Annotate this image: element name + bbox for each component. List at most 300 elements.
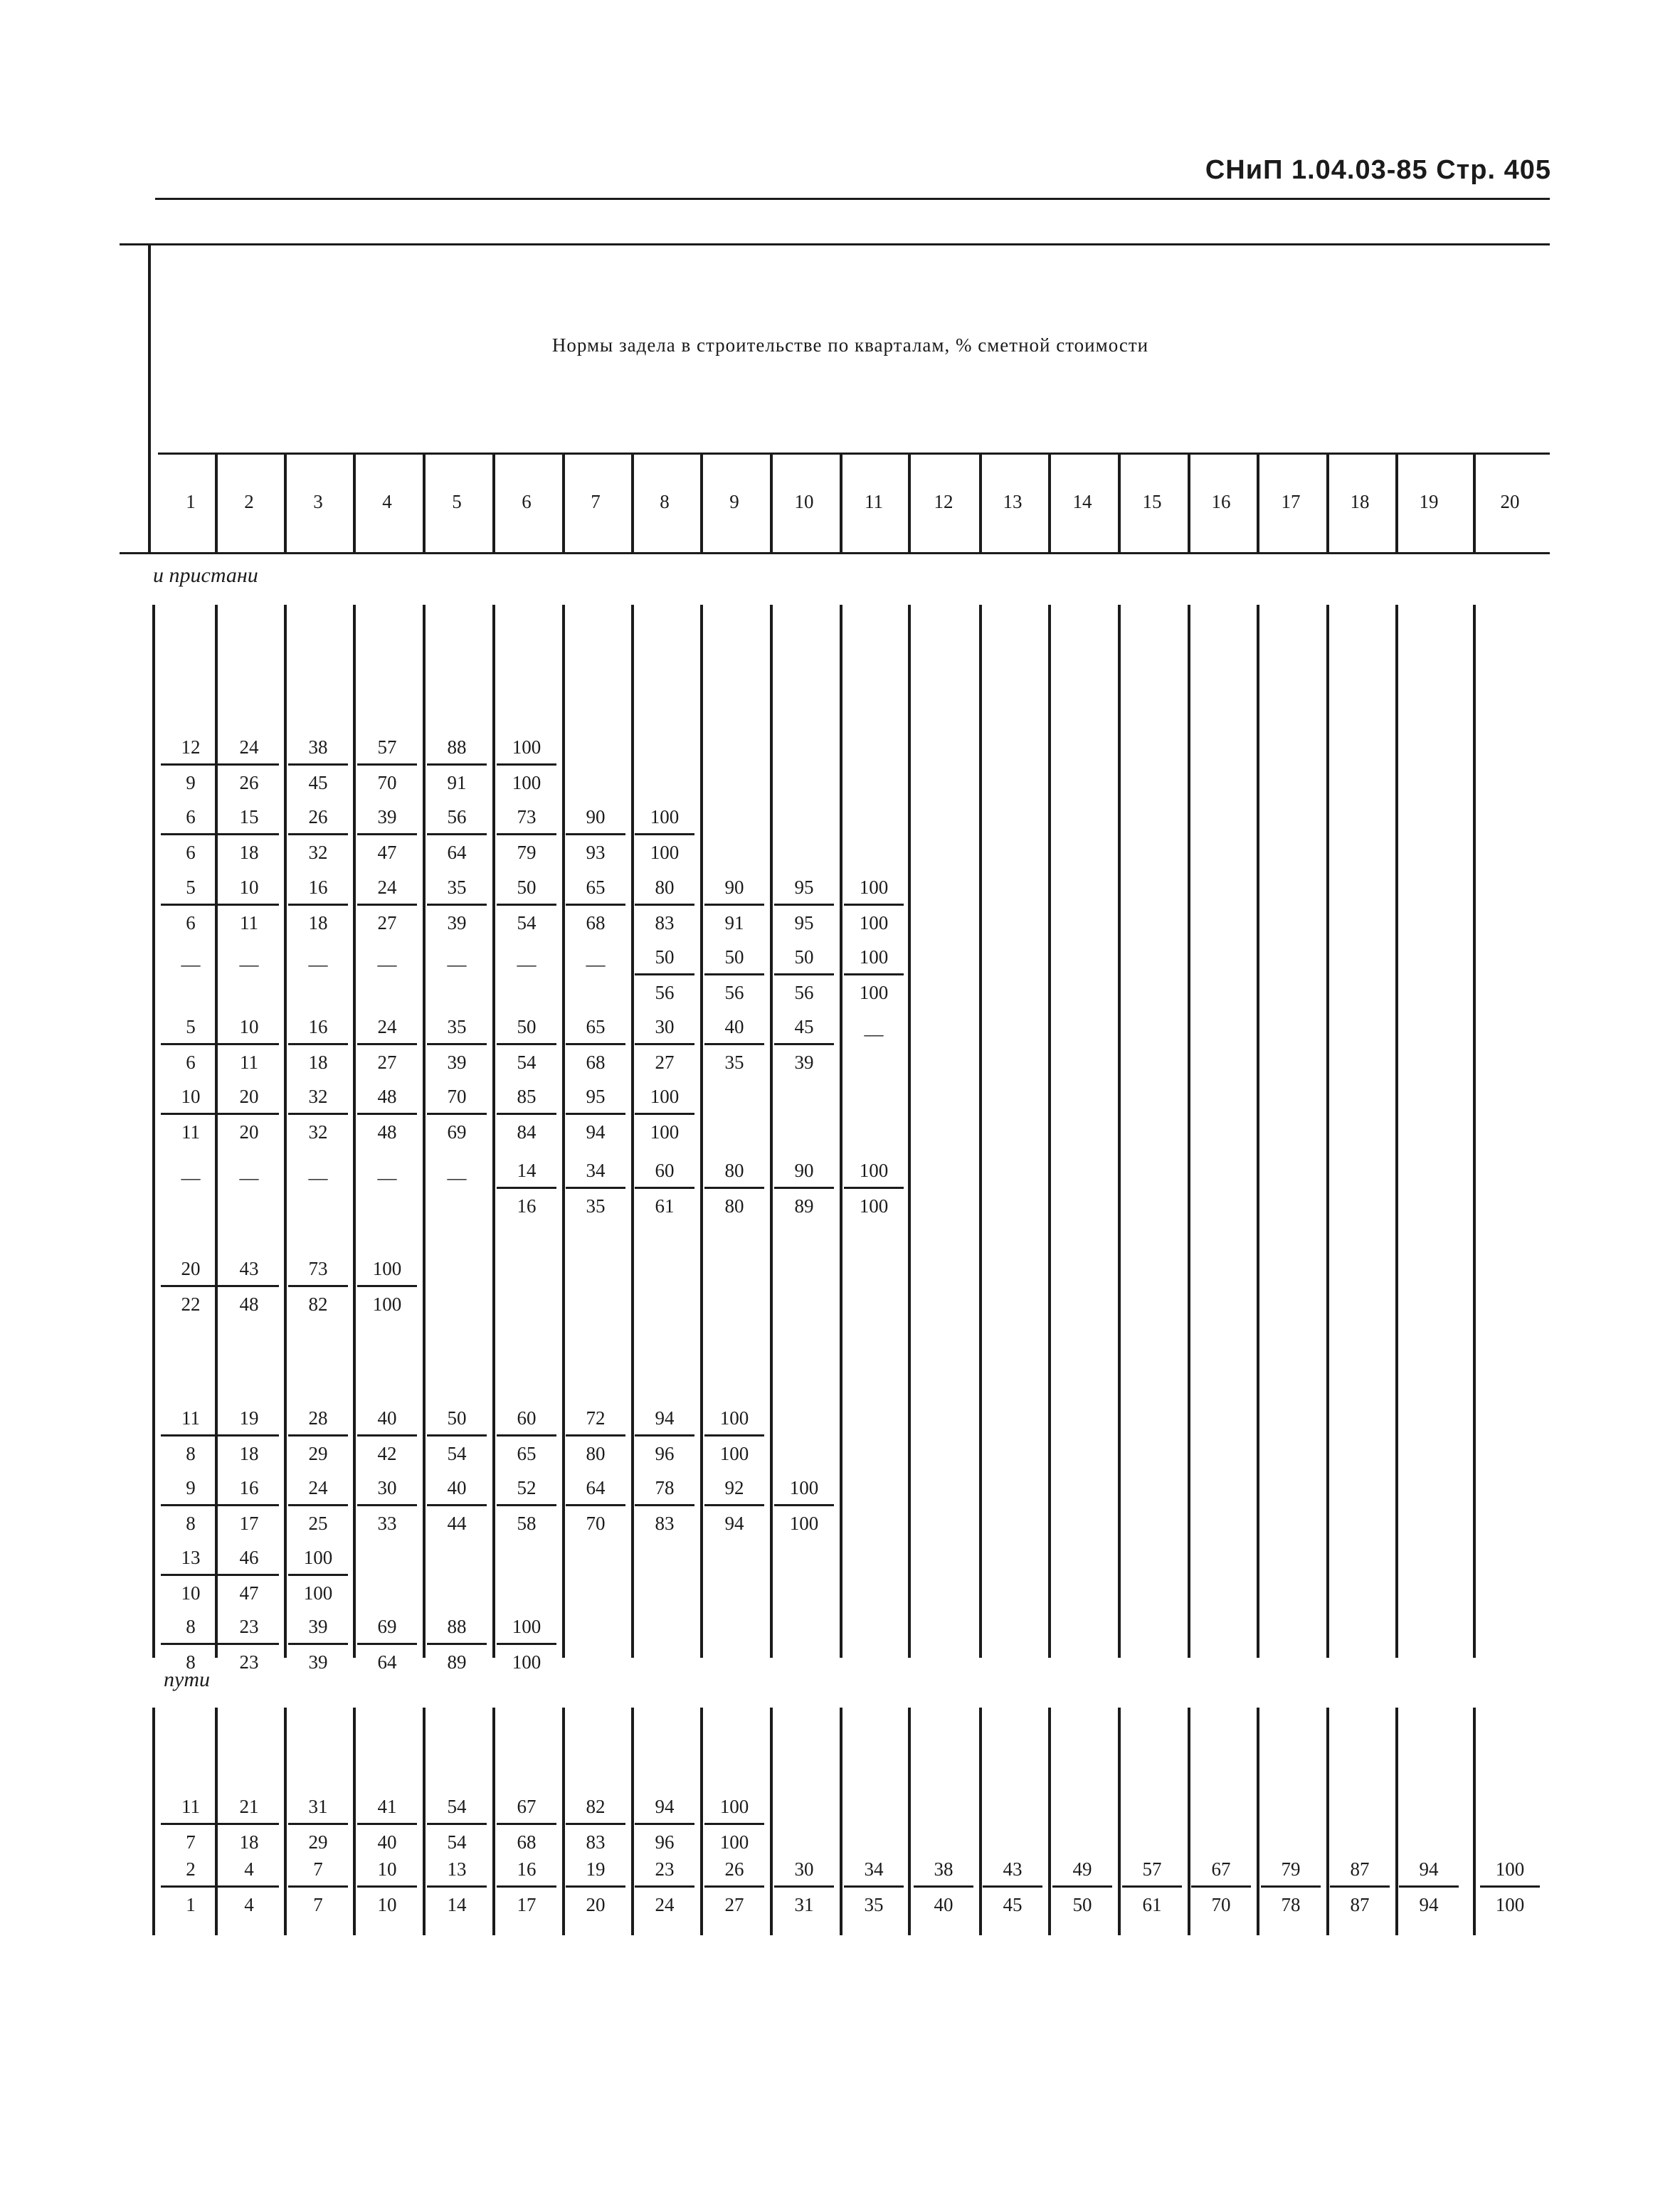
numerator: 65 [566,1017,625,1045]
numerator: 70 [427,1087,487,1115]
dash-cell: — [377,953,397,975]
denominator: 68 [586,1052,606,1073]
numerator: 67 [497,1797,556,1825]
numerator: 90 [566,808,625,835]
denominator: 94 [586,1121,606,1143]
fraction-cell [1480,1860,1540,1915]
denominator: 20 [586,1894,606,1915]
numerator: 2 [161,1860,221,1888]
column-divider [1188,1708,1190,1935]
denominator: 54 [517,1052,537,1073]
column-divider [1257,1708,1259,1935]
fraction-cell [219,1617,279,1672]
fraction-cell [1122,1860,1182,1915]
numerator: 79 [1261,1860,1321,1888]
fraction-cell [774,948,834,1002]
numerator: 10 [219,878,279,906]
denominator: 56 [724,982,744,1003]
denominator: 70 [377,772,397,793]
fraction-cell [357,738,417,793]
fraction-cell [427,878,487,933]
numerator: 6 [161,808,221,835]
column-header-divider [492,453,495,554]
denominator: 100 [372,1293,402,1315]
fraction-cell [497,1409,556,1464]
column-number: 5 [452,491,462,512]
denominator: 39 [447,1052,467,1073]
denominator: 64 [377,1651,397,1673]
column-header-divider [840,453,842,554]
numerator: 38 [288,738,348,766]
denominator: 93 [586,842,606,863]
numerator: 24 [288,1478,348,1506]
denominator: 25 [308,1513,328,1534]
denominator: 45 [308,772,328,793]
fraction-cell [219,1478,279,1533]
header-left-border [148,243,151,554]
denominator: 79 [517,842,537,863]
denominator: 80 [586,1443,606,1464]
fraction-cell [635,1017,694,1072]
numerator: 82 [566,1797,625,1825]
fraction-cell [497,1860,556,1915]
numerator: 95 [774,878,834,906]
numerator: 31 [288,1797,348,1825]
denominator: 94 [1419,1894,1439,1915]
fraction-cell [497,808,556,862]
numerator: 78 [635,1478,694,1506]
column-header-divider [1188,453,1190,554]
fraction-cell [635,1860,694,1915]
denominator: 100 [650,1121,680,1143]
denominator: 8 [186,1443,196,1464]
fraction-cell [288,1617,348,1672]
fraction-cell [288,1797,348,1852]
column-divider [492,1708,495,1935]
fraction-cell [357,1017,417,1072]
dash-cell: — [586,953,606,975]
denominator: 10 [181,1582,201,1604]
dash-cell: — [239,1167,259,1188]
denominator: 24 [655,1894,675,1915]
fraction-cell [635,1797,694,1852]
numerator: 13 [427,1860,487,1888]
fraction-cell [161,1017,221,1072]
numerator: 48 [357,1087,417,1115]
denominator: 100 [719,1443,749,1464]
column-header-divider [1473,453,1476,554]
denominator: 11 [240,912,258,933]
fraction-cell [1261,1860,1321,1915]
numerator: 23 [219,1617,279,1645]
column-number: 7 [591,491,601,512]
fraction-cell [1399,1860,1459,1915]
denominator: 14 [447,1894,467,1915]
column-divider [979,1708,982,1935]
fraction-cell [288,1409,348,1464]
fraction-cell [774,1017,834,1072]
fraction-cell [497,1797,556,1852]
numerator: 73 [288,1259,348,1287]
numerator: 100 [497,1617,556,1645]
denominator: 27 [377,1052,397,1073]
numerator: 21 [219,1797,279,1825]
column-divider [840,605,842,1658]
column-header-divider [631,453,634,554]
numerator: 8 [161,1617,221,1645]
denominator: 7 [313,1894,323,1915]
denominator: 32 [308,842,328,863]
fraction-cell [219,1259,279,1314]
denominator: 45 [1003,1894,1023,1915]
denominator: 4 [244,1894,254,1915]
denominator: 27 [724,1894,744,1915]
denominator: 27 [377,912,397,933]
fraction-cell [774,1161,834,1216]
numerator: 50 [704,948,764,975]
denominator: 16 [517,1195,537,1217]
denominator: 100 [859,1195,889,1217]
numerator: 50 [497,878,556,906]
fraction-cell [844,1860,904,1915]
column-divider [700,605,703,1658]
dash-cell: — [447,1167,467,1188]
column-divider [284,605,287,1658]
denominator: 84 [517,1121,537,1143]
fraction-cell [566,808,625,862]
denominator: 48 [377,1121,397,1143]
numerator: 100 [288,1548,348,1576]
denominator: 54 [447,1831,467,1853]
numerator: 57 [357,738,417,766]
denominator: 65 [517,1443,537,1464]
fraction-cell [635,1409,694,1464]
numerator: 60 [635,1161,694,1189]
dash-cell: — [181,953,201,975]
denominator: 100 [303,1582,333,1604]
column-number: 9 [729,491,739,512]
numerator: 11 [161,1409,221,1437]
denominator: 1 [186,1894,196,1915]
denominator: 39 [447,912,467,933]
denominator: 23 [239,1651,259,1673]
denominator: 9 [186,772,196,793]
fraction-cell [219,1409,279,1464]
numerator: 100 [844,1161,904,1189]
fraction-cell [497,738,556,793]
fraction-cell [288,738,348,793]
fraction-cell [161,1617,221,1672]
column-header-divider [1395,453,1398,554]
fraction-cell [566,1860,625,1915]
column-divider [1048,605,1051,1658]
denominator: 39 [794,1052,814,1073]
numerator: 100 [1480,1860,1540,1888]
fraction-cell [357,1259,417,1314]
column-divider [1473,1708,1476,1935]
column-number: 8 [660,491,670,512]
denominator: 87 [1350,1894,1370,1915]
fraction-cell [288,1017,348,1072]
fraction-cell [774,1478,834,1533]
denominator: 96 [655,1831,675,1853]
denominator: 54 [517,912,537,933]
column-number: 14 [1072,491,1092,512]
denominator: 83 [655,1513,675,1534]
column-number: 10 [794,491,814,512]
numerator: 50 [497,1017,556,1045]
column-divider [1326,1708,1329,1935]
denominator: 44 [447,1513,467,1534]
denominator: 56 [655,982,675,1003]
numerator: 64 [566,1478,625,1506]
fraction-cell [288,1087,348,1142]
column-divider [908,605,911,1658]
numerator: 88 [427,738,487,766]
fraction-cell [161,1259,221,1314]
numerator: 100 [774,1478,834,1506]
fraction-cell [161,1797,221,1852]
denominator: 17 [517,1894,537,1915]
fraction-cell [427,1860,487,1915]
column-divider [1395,605,1398,1658]
column-divider [1118,1708,1121,1935]
fraction-cell [288,878,348,933]
numerator: 30 [635,1017,694,1045]
numerator: 46 [219,1548,279,1576]
fraction-cell [219,1860,279,1915]
fraction-cell [635,808,694,862]
numerator: 56 [427,808,487,835]
denominator: 94 [724,1513,744,1534]
numerator: 16 [219,1478,279,1506]
denominator: 58 [517,1513,537,1534]
fraction-cell [219,738,279,793]
denominator: 35 [724,1052,744,1073]
fraction-cell [357,1797,417,1852]
column-number: 19 [1419,491,1439,512]
numerator: 19 [219,1409,279,1437]
column-divider [1188,605,1190,1658]
fraction-cell [635,948,694,1002]
numerator: 100 [844,878,904,906]
denominator: 18 [308,1052,328,1073]
numerator: 10 [161,1087,221,1115]
fraction-cell [704,1017,764,1072]
numerator: 5 [161,878,221,906]
fraction-cell [635,878,694,933]
numerator: 15 [219,808,279,835]
numerator: 87 [1330,1860,1390,1888]
numerator: 24 [357,1017,417,1045]
column-divider [908,1708,911,1935]
column-divider [1118,605,1121,1658]
denominator: 6 [186,912,196,933]
section-title-tracks: пути [164,1668,210,1691]
denominator: 39 [308,1651,328,1673]
numerator: 65 [566,878,625,906]
column-divider [770,1708,773,1935]
denominator: 82 [308,1293,328,1315]
numerator: 14 [497,1161,556,1189]
numerator: 30 [774,1860,834,1888]
numerator: 94 [1399,1860,1459,1888]
table-top-rule [120,243,1550,245]
numerator: 4 [219,1860,279,1888]
numerator: 34 [844,1860,904,1888]
fraction-cell [635,1478,694,1533]
column-header-divider [1048,453,1051,554]
fraction-cell [914,1860,973,1915]
fraction-cell [704,1797,764,1852]
denominator: 70 [1211,1894,1231,1915]
fraction-cell [635,1087,694,1142]
fraction-cell [427,1409,487,1464]
denominator: 18 [308,912,328,933]
numerator: 85 [497,1087,556,1115]
numerator: 95 [566,1087,625,1115]
column-header-divider [1257,453,1259,554]
fraction-cell [704,948,764,1002]
numerator: 32 [288,1087,348,1115]
denominator: 100 [859,912,889,933]
numerator: 45 [774,1017,834,1045]
denominator: 91 [724,912,744,933]
numerator: 13 [161,1548,221,1576]
fraction-cell [288,1548,348,1603]
numerator: 28 [288,1409,348,1437]
denominator: 100 [1495,1894,1525,1915]
fraction-cell [219,878,279,933]
fraction-cell [844,1161,904,1216]
numerator: 26 [288,808,348,835]
denominator: 7 [186,1831,196,1853]
column-divider [353,1708,356,1935]
column-divider [1395,1708,1398,1935]
fraction-cell [357,1087,417,1142]
column-divider [1257,605,1259,1658]
fraction-cell [844,948,904,1002]
numerator: 52 [497,1478,556,1506]
numerator: 20 [219,1087,279,1115]
fraction-cell [219,808,279,862]
denominator: 80 [724,1195,744,1217]
header-bottom-rule [120,552,1550,554]
numerator: 40 [357,1409,417,1437]
numerator: 11 [161,1797,221,1825]
numerator: 80 [704,1161,764,1189]
column-divider [979,605,982,1658]
fraction-cell [357,878,417,933]
fraction-cell [357,1478,417,1533]
numerator: 39 [357,808,417,835]
column-number: 15 [1142,491,1162,512]
column-number: 3 [313,491,323,512]
denominator: 40 [377,1831,397,1853]
denominator: 42 [377,1443,397,1464]
fraction-cell [566,1161,625,1216]
fraction-cell [566,878,625,933]
fraction-cell [219,1087,279,1142]
denominator: 100 [789,1513,819,1534]
fraction-cell [161,878,221,933]
numerator: 16 [288,1017,348,1045]
column-number: 13 [1003,491,1023,512]
fraction-cell [497,1017,556,1072]
numerator: 94 [635,1797,694,1825]
denominator: 6 [186,1052,196,1073]
column-number: 16 [1211,491,1231,512]
fraction-cell [566,1087,625,1142]
numerator: 100 [497,738,556,766]
column-divider [1326,605,1329,1658]
fraction-cell [427,738,487,793]
fraction-cell [288,1259,348,1314]
denominator: 56 [794,982,814,1003]
column-divider [562,605,565,1658]
numerator: 40 [704,1017,764,1045]
numerator: 9 [161,1478,221,1506]
denominator: 68 [586,912,606,933]
numerator: 40 [427,1478,487,1506]
column-header-divider [1118,453,1121,554]
denominator: 6 [186,842,196,863]
column-divider [353,605,356,1658]
section-title-piers: и пристани [153,564,258,587]
numerator: 100 [704,1409,764,1437]
dash-cell: — [308,1167,328,1188]
column-number: 6 [522,491,532,512]
numerator: 73 [497,808,556,835]
column-header-divider [353,453,356,554]
fraction-cell [774,878,834,933]
column-divider [1473,605,1476,1658]
denominator: 11 [181,1121,200,1143]
header-rule [155,198,1550,200]
column-number: 11 [865,491,883,512]
denominator: 83 [586,1831,606,1853]
dash-cell: — [517,953,537,975]
column-header-divider [770,453,773,554]
denominator: 8 [186,1513,196,1534]
fraction-cell [161,738,221,793]
section-b-left-border [152,1708,155,1935]
fraction-cell [1052,1860,1112,1915]
numerator: 24 [357,878,417,906]
fraction-cell [566,1478,625,1533]
column-divider [423,605,426,1658]
numerator: 39 [288,1617,348,1645]
fraction-cell [983,1860,1042,1915]
fraction-cell [497,1161,556,1216]
denominator: 18 [239,1831,259,1853]
fraction-cell [427,1478,487,1533]
denominator: 31 [794,1894,814,1915]
fraction-cell [219,1548,279,1603]
numerator: 100 [704,1797,764,1825]
denominator: 18 [239,1443,259,1464]
fraction-cell [357,808,417,862]
column-number: 4 [382,491,392,512]
numerator: 7 [288,1860,348,1888]
dash-cell: — [308,953,328,975]
numerator: 50 [635,948,694,975]
denominator: 91 [447,772,467,793]
denominator: 8 [186,1651,196,1673]
numerator: 35 [427,878,487,906]
fraction-cell [497,878,556,933]
fraction-cell [704,1409,764,1464]
